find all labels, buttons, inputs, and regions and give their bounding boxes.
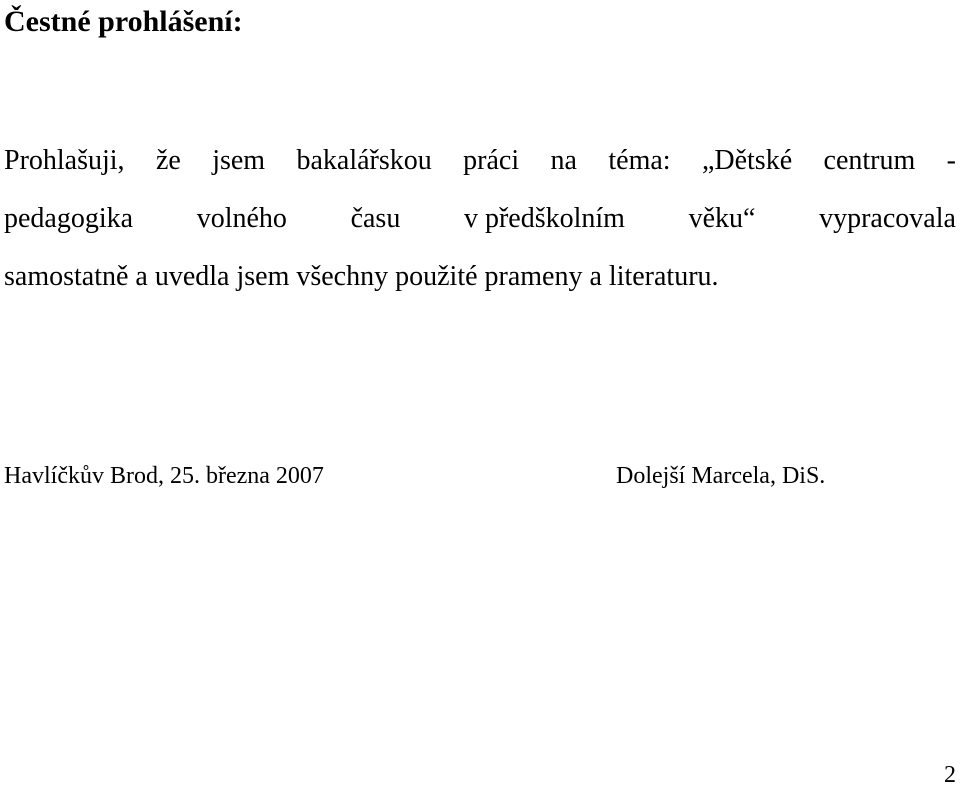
declaration-line-2 — [4, 190, 956, 248]
declaration-word: Prohlašuji, — [4, 145, 125, 176]
place-and-date: Havlíčkův Brod, 25. března 2007 — [4, 463, 324, 489]
declaration-word: vypracovala — [819, 203, 956, 234]
declaration-heading: Čestné prohlášení: — [4, 5, 243, 38]
declaration-word: centrum — [823, 145, 916, 176]
declaration-word: že — [155, 145, 181, 176]
declaration-word: v předškolním — [463, 203, 625, 234]
declaration-word: „Dětské — [701, 145, 793, 176]
declaration-word: na — [550, 145, 577, 176]
page-number: 2 — [944, 762, 956, 788]
declaration-word: - — [946, 145, 956, 176]
declaration-word: bakalářskou — [296, 145, 432, 176]
declaration-word: pedagogika — [4, 203, 134, 234]
declaration-line-1 — [4, 132, 956, 190]
author-signature-name: Dolejší Marcela, DiS. — [616, 463, 826, 489]
declaration-word: věku“ — [688, 203, 756, 234]
declaration-word: práci — [463, 145, 520, 176]
declaration-paragraph — [4, 132, 956, 306]
declaration-word: volného — [196, 203, 287, 234]
declaration-word: času — [350, 203, 401, 234]
declaration-word: téma: — [608, 145, 671, 176]
declaration-line-3: samostatně a uvedla jsem všechny použité prameny a literaturu. — [4, 261, 719, 292]
declaration-word: jsem — [212, 145, 266, 176]
